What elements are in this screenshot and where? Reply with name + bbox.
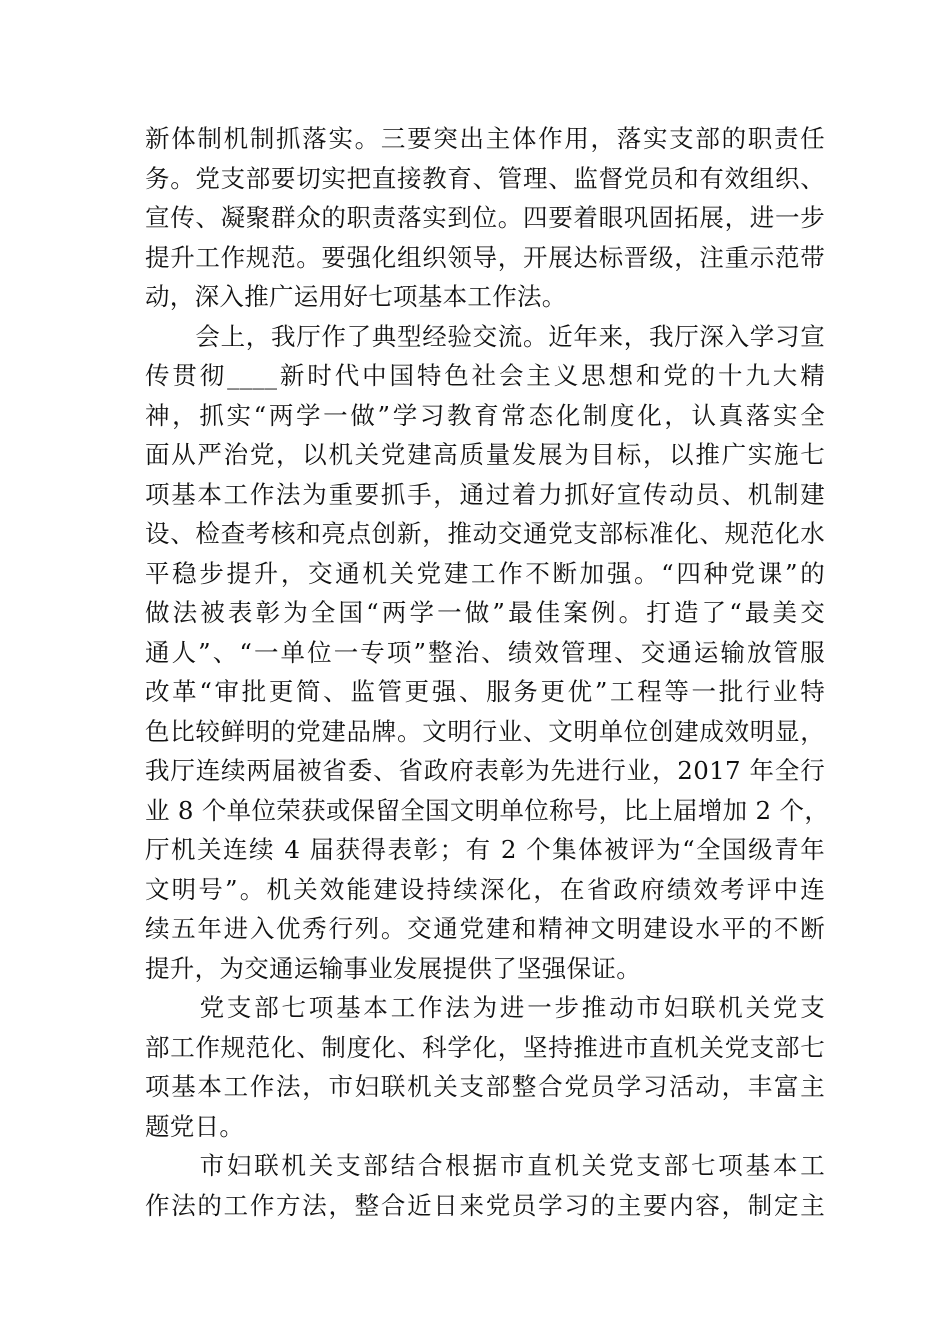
text-line: 务。党支部要切实把直接教育、管理、监督党员和有效组织、 [145, 163, 825, 193]
text-line: 平稳步提升，交通机关党建工作不断加强。“四种党课”的 [145, 558, 825, 588]
text-line: 我厅连续两届被省委、省政府表彰为先进行业，2017 年全行 [145, 756, 825, 785]
text-line: 提升，为交通运输事业发展提供了坚强保证。 [145, 953, 641, 983]
text-line: 项基本工作法为重要抓手，通过着力抓好宣传动员、机制建 [145, 479, 825, 509]
text-line: 宣传、凝聚群众的职责落实到位。四要着眼巩固拓展，进一步 [145, 203, 825, 232]
text-line: 设、检查考核和亮点创新，推动交通党支部标准化、规范化水 [145, 519, 825, 548]
text-line: 改革“审批更简、监管更强、服务更优”工程等一批行业特 [145, 677, 825, 706]
text-line: 续五年进入优秀行列。交通党建和精神文明建设水平的不断 [145, 914, 825, 943]
text-line: 部工作规范化、制度化、科学化，坚持推进市直机关党支部七 [145, 1032, 825, 1062]
text-line: 做法被表彰为全国“两学一做”最佳案例。打造了“最美交 [145, 598, 825, 627]
text-line: 神，抓实“两学一做”学习教育常态化制度化，认真落实全 [145, 400, 825, 430]
paragraph-first-line: 会上，我厅作了典型经验交流。近年来，我厅深入学习宣 [145, 321, 825, 351]
body-text [145, 119, 830, 1225]
text-line: 面从严治党，以机关党建高质量发展为目标，以推广实施七 [145, 440, 825, 469]
text-line: 厅机关连续 4 届获得表彰；有 2 个集体被评为“全国级青年 [145, 835, 825, 864]
text-line: 题党日。 [145, 1111, 245, 1141]
text-line: 色比较鲜明的党建品牌。文明行业、文明单位创建成效明显， [145, 716, 825, 746]
text-line: 传贯彻____新时代中国特色社会主义思想和党的十九大精 [145, 361, 825, 390]
paragraph-first-line: 党支部七项基本工作法为进一步推动市妇联机关党支 [145, 993, 825, 1022]
text-line: 新体制机制抓落实。三要突出主体作用，落实支部的职责任 [145, 124, 825, 153]
paragraph-first-line: 市妇联机关支部结合根据市直机关党支部七项基本工 [145, 1151, 825, 1180]
text-line: 项基本工作法，市妇联机关支部整合党员学习活动，丰富主 [145, 1072, 825, 1101]
text-line: 通人”、“一单位一专项”整治、绩效管理、交通运输放管服 [145, 637, 825, 667]
text-line: 作法的工作方法，整合近日来党员学习的主要内容，制定主 [145, 1190, 825, 1220]
text-line: 提升工作规范。要强化组织领导，开展达标晋级，注重示范带 [145, 242, 825, 272]
text-line: 文明号”。机关效能建设持续深化，在省政府绩效考评中连 [145, 874, 825, 904]
text-line: 动，深入推广运用好七项基本工作法。 [145, 282, 567, 311]
text-line: 业 8 个单位荣获或保留全国文明单位称号，比上届增加 2 个， [145, 795, 830, 825]
